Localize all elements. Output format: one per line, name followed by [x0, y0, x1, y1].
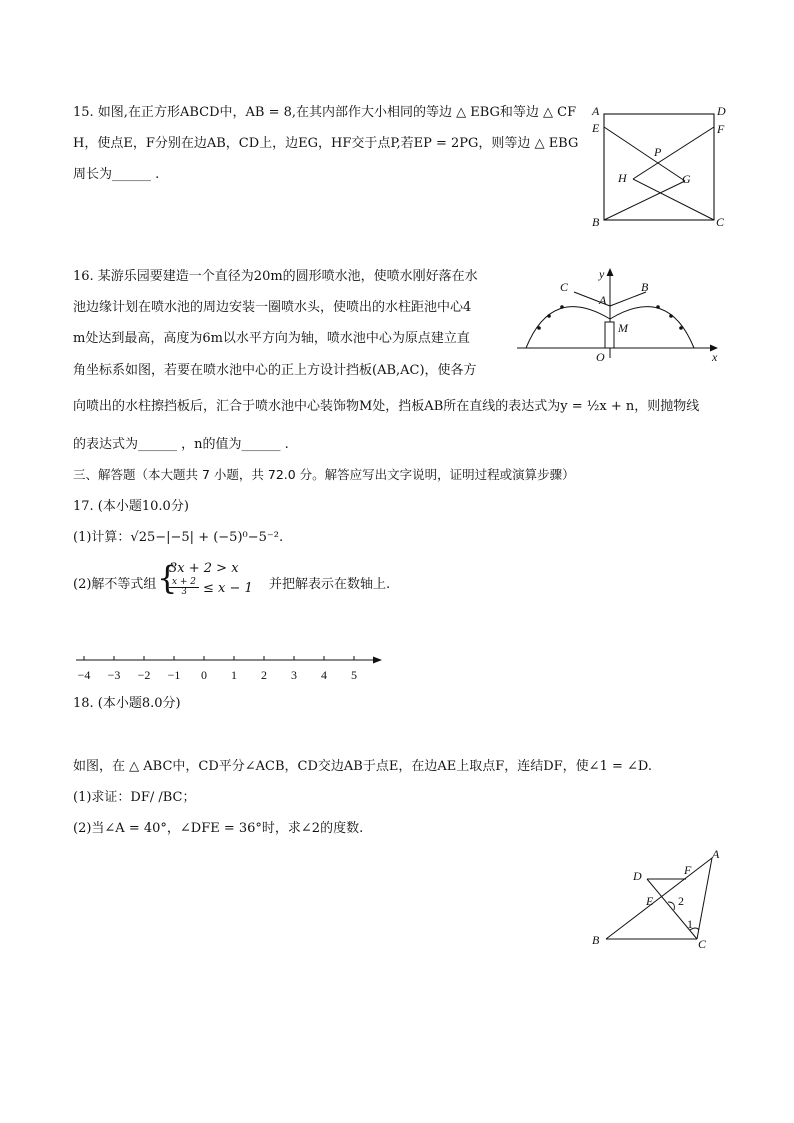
axis-tick-label: 4: [321, 668, 327, 682]
label-O: O: [596, 350, 605, 364]
system-brace: {: [157, 559, 178, 597]
q17-part-1: (1)计算：√25−|−5| + (−5)⁰−5⁻².: [73, 530, 284, 545]
label-1: 1: [687, 917, 693, 931]
axis-tick-label: 0: [201, 668, 207, 682]
q16-line-6: 的表达式为______ ，n的值为______ .: [73, 437, 289, 452]
label-A: A: [712, 847, 720, 861]
label-B: B: [592, 215, 600, 229]
label-E: E: [646, 894, 654, 908]
section-3-title: 三、解答题（本大题共 7 小题，共 72.0 分。解答应写出文字说明，证明过程或演算步骤）: [73, 467, 575, 482]
label-C: C: [560, 280, 569, 294]
axis-tick-label: 5: [351, 668, 357, 682]
q18-part-1: (1)求证：DF/ /BC；: [73, 790, 196, 805]
fraction-numerator: x + 2: [169, 578, 199, 588]
label-A: A: [599, 293, 607, 307]
label-C: C: [698, 937, 707, 951]
label-E: E: [592, 121, 600, 135]
q15-line-2: H，使点E，F分别在边AB，CD上，边EG，HF交于点P,若EP = 2PG，则等边 △ EBG: [73, 136, 579, 151]
label-B: B: [592, 933, 600, 947]
inequality-2-rest: ≤ x − 1: [203, 581, 253, 596]
label-M: M: [618, 321, 628, 335]
q17-heading: 17. (本小题10.0分): [73, 499, 189, 514]
label-A: A: [592, 104, 600, 118]
q16-line-2: 池边缘计划在喷水池的周边安装一圈喷水头，使喷出的水柱距池中心4: [73, 300, 472, 315]
fraction: [169, 578, 199, 597]
label-F: F: [684, 863, 692, 877]
fraction-denominator: 3: [181, 587, 187, 597]
q17-part-2-prefix: (2)解不等式组: [73, 577, 157, 592]
axis-tick-label: −3: [107, 668, 121, 682]
q18-heading: 18. (本小题8.0分): [73, 696, 181, 711]
q17-part-2-suffix: 并把解表示在数轴上.: [269, 577, 391, 592]
q18-stem: 如图，在 △ ABC中，CD平分∠ACB，CD交边AB于点E，在边AE上取点F，连结DF，使∠1 = ∠D.: [73, 759, 652, 774]
q15-figure: [588, 102, 728, 232]
label-F: F: [717, 122, 725, 136]
label-2: 2: [678, 894, 684, 908]
label-D: D: [717, 104, 726, 118]
axis-tick-label: −4: [77, 668, 91, 682]
q18-figure: [588, 844, 728, 954]
q15-line-1: 15. 如图,在正方形ABCD中，AB = 8,在其内部作大小相同的等边 △ EBG和等边 △ CF: [73, 105, 577, 120]
q16-line-1: 16. 某游乐园要建造一个直径为20m的圆形喷水池，使喷水刚好落在水: [73, 269, 478, 284]
label-y: y: [599, 267, 605, 281]
label-P: P: [654, 145, 662, 159]
label-C: C: [716, 215, 725, 229]
label-H: H: [618, 171, 627, 185]
axis-tick-label: −1: [167, 668, 181, 682]
label-G: G: [682, 172, 691, 186]
label-x: x: [712, 350, 718, 364]
inequality-1: 3x + 2 > x: [169, 561, 239, 576]
axis-tick-label: 3: [291, 668, 297, 682]
q16-line-5: 向喷出的水柱擦挡板后，汇合于喷水池中心装饰物M处，挡板AB所在直线的表达式为y = ½x + n，则抛物线: [73, 399, 700, 414]
q16-figure: [512, 262, 727, 366]
number-line: [70, 650, 388, 686]
q18-part-2: (2)当∠A = 40°，∠DFE = 36°时，求∠2的度数.: [73, 821, 364, 836]
label-D: D: [633, 869, 642, 883]
label-B: B: [641, 280, 649, 294]
axis-tick-label: −2: [137, 668, 151, 682]
axis-tick-label: 1: [231, 668, 237, 682]
q16-line-4: 角坐标系如图，若要在喷水池中心的正上方设计挡板(AB,AC)，使各方: [73, 363, 477, 378]
q16-line-3: m处达到最高，高度为6m以水平方向为轴，喷水池中心为原点建立直: [73, 331, 470, 346]
axis-tick-label: 2: [261, 668, 267, 682]
q15-line-3: 周长为______ .: [73, 167, 160, 182]
